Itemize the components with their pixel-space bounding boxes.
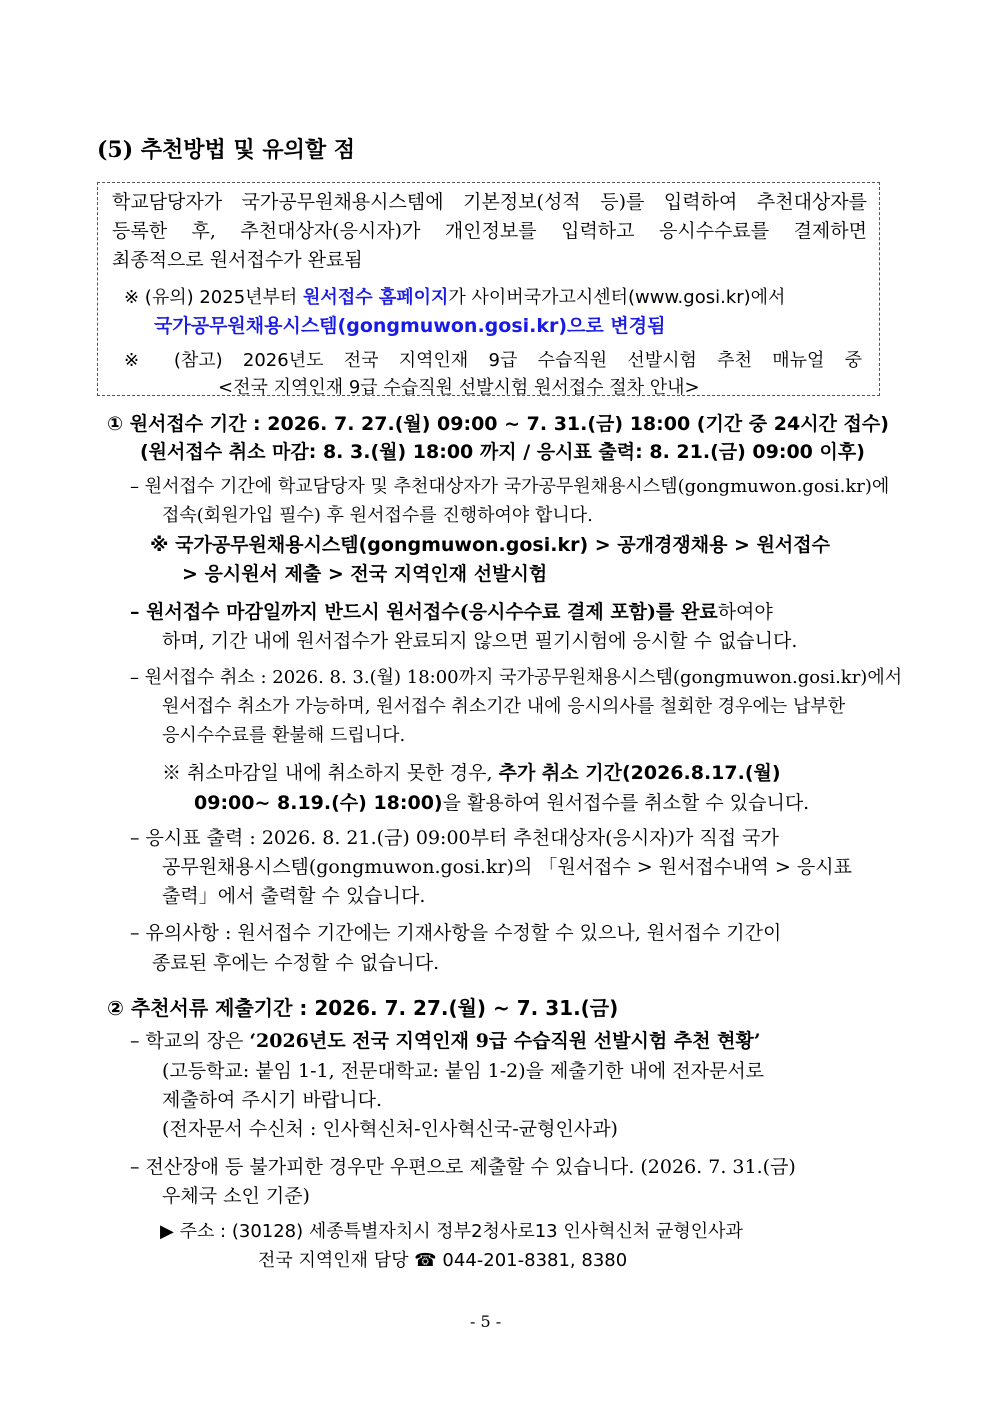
item1-bullet-2-line-1: – 원서접수 마감일까지 반드시 원서접수(응시수수료 결제 포함)를 완료하여야 xyxy=(130,601,773,623)
item1-bullet-1-line-1: – 원서접수 기간에 학교담당자 및 추천대상자가 국가공무원채용시스템(gongmuwon.gosi.kr)에 xyxy=(130,476,890,497)
box-note-2-line-1: ※ (참고) 2026년도 전국 지역인재 9급 수습직원 선발시험 추천 매뉴얼 중 xyxy=(124,350,862,371)
box-note-2-line-2: <전국 지역인재 9급 수습직원 선발시험 원서접수 절차 안내> xyxy=(218,377,700,398)
item2-bullet-1-line-2: (고등학교: 붙임 1-1, 전문대학교: 붙임 1-2)을 제출기한 내에 전자문서로 xyxy=(162,1060,765,1082)
section-title: (5) 추천방법 및 유의할 점 xyxy=(97,137,356,163)
item1-bullet-3-line-2: 원서접수 취소가 가능하며, 원서접수 취소기간 내에 응시의사를 철회한 경우에는 납부한 xyxy=(162,696,846,717)
item1-bullet-4-line-2: 공무원채용시스템(gongmuwon.gosi.kr)의 「원서접수 > 원서접수내역 > 응시표 xyxy=(162,856,852,878)
item2-heading: ② 추천서류 제출기간 : 2026. 7. 27.(월) ~ 7. 31.(금) xyxy=(107,996,619,1020)
item1-bullet-3-line-3: 응시수수료를 환불해 드립니다. xyxy=(162,725,406,746)
item1-bullet-5-line-2: 종료된 후에는 수정할 수 없습니다. xyxy=(152,952,440,974)
address-line-1: ▶ 주소 : (30128) 세종특별자치시 정부2청사로13 인사혁신처 균형인사과 xyxy=(160,1221,743,1242)
item1-heading-line-1: ① 원서접수 기간 : 2026. 7. 27.(월) 09:00 ~ 7. 31.(금) 18:00 (기간 중 24시간 접수) xyxy=(107,413,889,435)
item1-bullet-4-line-3: 출력」에서 출력할 수 있습니다. xyxy=(162,885,426,907)
item2-bullet-1-line-1: – 학교의 장은 ‘2026년도 전국 지역인재 9급 수습직원 선발시험 추천 현황’ xyxy=(130,1030,761,1052)
item1-bullet-1-note-line-2: > 응시원서 제출 > 전국 지역인재 선발시험 xyxy=(182,563,548,585)
page-number: - 5 - xyxy=(470,1312,502,1331)
box-note-1-line-2: 국가공무원채용시스템(gongmuwon.gosi.kr)으로 변경됨 xyxy=(154,315,666,337)
address-line-2: 전국 지역인재 담당 ☎ 044-201-8381, 8380 xyxy=(258,1250,628,1271)
box-note-1: ※ (유의) 2025년부터 원서접수 홈페이지가 사이버국가고시센터(www.gosi.kr)에서 xyxy=(124,287,786,308)
item1-bullet-3-line-1: – 원서접수 취소 : 2026. 8. 3.(월) 18:00까지 국가공무원채용시스템(gongmuwon.gosi.kr)에서 xyxy=(130,667,903,688)
box-line-3: 최종적으로 원서접수가 완료됨 xyxy=(112,249,363,271)
box-line-2: 등록한 후, 추천대상자(응시자)가 개인정보를 입력하고 응시수수료를 결제하면 xyxy=(112,220,867,242)
item1-bullet-5-line-1: – 유의사항 : 원서접수 기간에는 기재사항을 수정할 수 있으나, 원서접수 기간이 xyxy=(130,922,782,944)
item1-bullet-3-note-line-1: ※ 취소마감일 내에 취소하지 못한 경우, 추가 취소 기간(2026.8.17.(월) xyxy=(162,762,781,784)
item2-bullet-1-line-3: 제출하여 주시기 바랍니다. xyxy=(162,1089,383,1111)
item1-bullet-1-line-2: 접속(회원가입 필수) 후 원서접수를 진행하여야 합니다. xyxy=(162,505,593,526)
item1-bullet-4-line-1: – 응시표 출력 : 2026. 8. 21.(금) 09:00부터 추천대상자(응시자)가 직접 국가 xyxy=(130,827,779,849)
item1-heading-line-2: (원서접수 취소 마감: 8. 3.(월) 18:00 까지 / 응시표 출력: 8. 21.(금) 09:00 이후) xyxy=(140,441,865,463)
item2-bullet-2-line-2: 우체국 소인 기준) xyxy=(162,1185,310,1207)
item2-bullet-1-line-4: (전자문서 수신처 : 인사혁신처-인사혁신국-균형인사과) xyxy=(162,1118,618,1140)
box-line-1: 학교담당자가 국가공무원채용시스템에 기본정보(성적 등)를 입력하여 추천대상자를 xyxy=(112,191,867,213)
item2-bullet-2-line-1: – 전산장애 등 불가피한 경우만 우편으로 제출할 수 있습니다. (2026. 7. 31.(금) xyxy=(130,1156,796,1178)
homepage-highlight: 원서접수 홈페이지 xyxy=(303,287,449,308)
item1-bullet-1-note-line-1: ※ 국가공무원채용시스템(gongmuwon.gosi.kr) > 공개경쟁채용 > 원서접수 xyxy=(150,534,830,556)
item1-bullet-3-note-line-2: 09:00~ 8.19.(수) 18:00)을 활용하여 원서접수를 취소할 수 있습니다. xyxy=(194,792,810,814)
item1-bullet-2-line-2: 하며, 기간 내에 원서접수가 완료되지 않으면 필기시험에 응시할 수 없습니다. xyxy=(162,630,798,652)
